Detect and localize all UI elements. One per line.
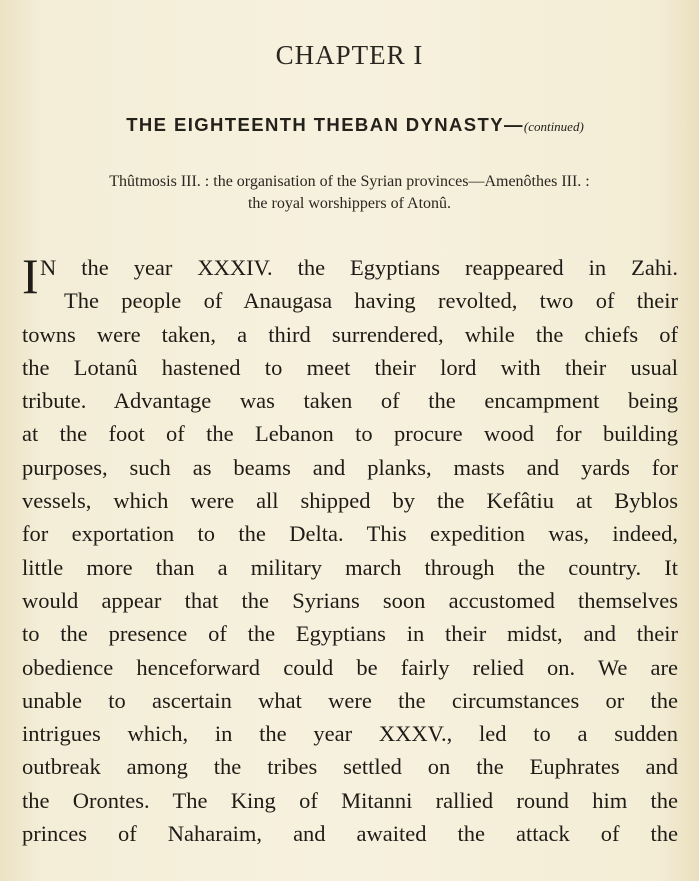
body-line: would appear that the Syrians soon accustomed themselves [22, 587, 678, 613]
body-line: at the foot of the Lebanon to procure wood for building [22, 421, 678, 447]
section-title [70, 114, 640, 136]
chapter-heading: CHAPTER I [275, 40, 424, 70]
body-line: little more than a military march through the country. It [22, 554, 678, 580]
body-line: vessels, which were all shipped by the Kefâtiu at Byblos [22, 488, 678, 514]
body-line: tribute. Advantage was taken of the encampment being [22, 388, 678, 414]
body-text [22, 248, 678, 850]
body-line: princes of Naharaim, and awaited the attack of the [22, 821, 678, 847]
body-line: unable to ascertain what were the circumstances or the [22, 687, 678, 713]
body-line: purposes, such as beams and planks, masts and yards for [22, 454, 678, 480]
drop-cap: I [22, 248, 39, 304]
body-line: for exportation to the Delta. This expedition was, indeed, [22, 521, 678, 547]
body-line: The people of Anaugasa having revolted, two of their [64, 288, 678, 314]
body-line: N the year XXXIV. the Egyptians reappeared in Zahi. [40, 255, 678, 280]
body-line: the Orontes. The King of Mitanni rallied round him the [22, 787, 678, 813]
body-line: intrigues which, in the year XXXV., led to a sudden [22, 721, 678, 747]
body-line: outbreak among the tribes settled on the Euphrates and [22, 754, 678, 780]
body-line: the Lotanû hastened to meet their lord with their usual [22, 354, 678, 380]
body-line: towns were taken, a third surrendered, while the chiefs of [22, 321, 678, 347]
summary-line: Thûtmosis III. : the organisation of the Syrian provinces—Amenôthes III. : [109, 173, 590, 190]
dynasty-title: THE EIGHTEENTH THEBAN DYNASTY— [126, 114, 524, 135]
body-line: to the presence of the Egyptians in their midst, and their [22, 621, 678, 647]
summary-line: the royal worshippers of Atonû. [247, 195, 452, 212]
continued-note: (continued) [523, 119, 584, 134]
body-line: obedience henceforward could be fairly relied on. We are [22, 654, 678, 680]
chapter-summary [20, 171, 679, 215]
